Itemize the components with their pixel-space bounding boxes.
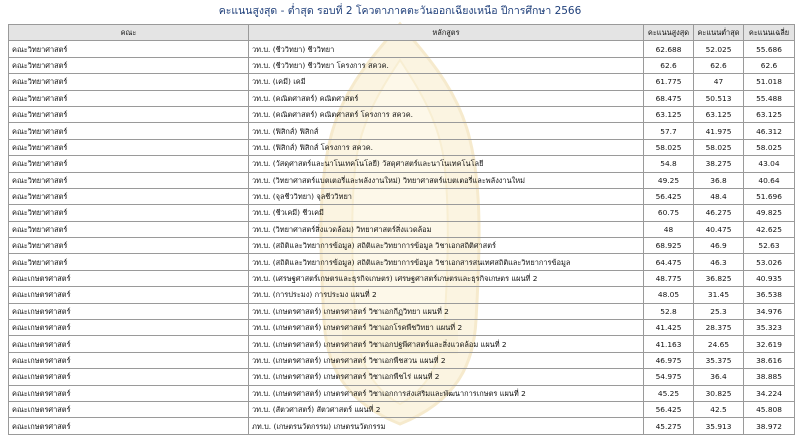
program-cell: วท.บ. (เกษตรศาสตร์) เกษตรศาสตร์ วิชาเอกพืชไร่ แผนที่ 2	[249, 369, 644, 385]
avg-score-cell: 51.696	[744, 188, 795, 204]
min-score-column-header: คะแนนต่ำสุด	[694, 25, 744, 41]
program-cell: วท.บ. (วิทยาศาสตร์แบตเตอรี่และพลังงานใหม่) วิทยาศาสตร์แบตเตอรี่และพลังงานใหม่	[249, 172, 644, 188]
min-score-cell: 50.513	[694, 90, 744, 106]
min-score-cell: 62.6	[694, 57, 744, 73]
faculty-cell: คณะเกษตรศาสตร์	[9, 287, 249, 303]
table-row	[9, 238, 795, 254]
faculty-cell: คณะวิทยาศาสตร์	[9, 123, 249, 139]
program-cell: วท.บ. (ชีววิทยา) ชีววิทยา	[249, 41, 644, 57]
faculty-cell: คณะวิทยาศาสตร์	[9, 90, 249, 106]
max-score-cell: 46.975	[644, 352, 694, 368]
table-row	[9, 320, 795, 336]
min-score-cell: 63.125	[694, 106, 744, 122]
max-score-cell: 63.125	[644, 106, 694, 122]
min-score-cell: 58.025	[694, 139, 744, 155]
faculty-cell: คณะวิทยาศาสตร์	[9, 172, 249, 188]
faculty-cell: คณะวิทยาศาสตร์	[9, 221, 249, 237]
program-cell: วท.บ. (ชีวเคมี) ชีวเคมี	[249, 205, 644, 221]
min-score-cell: 24.65	[694, 336, 744, 352]
program-cell: วท.บ. (วิทยาศาสตร์สิ่งแวดล้อม) วิทยาศาสตร์สิ่งแวดล้อม	[249, 221, 644, 237]
min-score-cell: 35.913	[694, 418, 744, 434]
avg-score-cell: 38.885	[744, 369, 795, 385]
avg-score-cell: 42.625	[744, 221, 795, 237]
program-cell: วท.บ. (เศรษฐศาสตร์เกษตรและธุรกิจเกษตร) เศรษฐศาสตร์เกษตรและธุรกิจเกษตร แผนที่ 2	[249, 270, 644, 286]
faculty-cell: คณะวิทยาศาสตร์	[9, 254, 249, 270]
min-score-cell: 41.975	[694, 123, 744, 139]
page-title: คะแนนสูงสุด - ต่ำสุด รอบที่ 2 โควตาภาคตะวันออกเฉียงเหนือ ปีการศึกษา 2566	[218, 5, 582, 17]
score-table-body	[9, 41, 795, 434]
min-score-cell: 46.275	[694, 205, 744, 221]
program-cell: วท.บ. (เกษตรศาสตร์) เกษตรศาสตร์ วิชาเอกปฐพีศาสตร์และสิ่งแวดล้อม แผนที่ 2	[249, 336, 644, 352]
avg-score-cell: 34.976	[744, 303, 795, 319]
max-score-cell: 48.775	[644, 270, 694, 286]
min-score-cell: 46.9	[694, 238, 744, 254]
max-score-cell: 48.05	[644, 287, 694, 303]
avg-score-cell: 40.64	[744, 172, 795, 188]
min-score-cell: 47	[694, 74, 744, 90]
program-cell: วท.บ. (สัตวศาสตร์) สัตวศาสตร์ แผนที่ 2	[249, 401, 644, 417]
program-cell: วท.บ. (เกษตรศาสตร์) เกษตรศาสตร์ วิชาเอกการส่งเสริมและพัฒนาการเกษตร แผนที่ 2	[249, 385, 644, 401]
table-row	[9, 139, 795, 155]
table-row	[9, 287, 795, 303]
table-row	[9, 385, 795, 401]
faculty-cell: คณะเกษตรศาสตร์	[9, 418, 249, 434]
program-cell: วท.บ. (ฟิสิกส์) ฟิสิกส์	[249, 123, 644, 139]
min-score-cell: 30.825	[694, 385, 744, 401]
min-score-cell: 46.3	[694, 254, 744, 270]
faculty-cell: คณะเกษตรศาสตร์	[9, 303, 249, 319]
faculty-cell: คณะวิทยาศาสตร์	[9, 205, 249, 221]
min-score-cell: 28.375	[694, 320, 744, 336]
avg-score-cell: 52.63	[744, 238, 795, 254]
faculty-column-header: คณะ	[9, 25, 249, 41]
max-score-cell: 61.775	[644, 74, 694, 90]
program-cell: วท.บ. (คณิตศาสตร์) คณิตศาสตร์	[249, 90, 644, 106]
max-score-cell: 68.925	[644, 238, 694, 254]
max-score-cell: 56.425	[644, 188, 694, 204]
faculty-cell: คณะเกษตรศาสตร์	[9, 369, 249, 385]
faculty-cell: คณะเกษตรศาสตร์	[9, 336, 249, 352]
avg-score-cell: 43.04	[744, 156, 795, 172]
max-score-cell: 49.25	[644, 172, 694, 188]
faculty-cell: คณะวิทยาศาสตร์	[9, 156, 249, 172]
min-score-cell: 38.275	[694, 156, 744, 172]
avg-score-cell: 38.616	[744, 352, 795, 368]
program-cell: วท.บ. (สถิติและวิทยาการข้อมูล) สถิติและวิทยาการข้อมูล วิชาเอกสารสนเทศสถิติและวิทยาการข้อมูล	[249, 254, 644, 270]
table-row	[9, 188, 795, 204]
program-cell: วท.บ. (วัสดุศาสตร์และนาโนเทคโนโลยี) วัสดุศาสตร์และนาโนเทคโนโลยี	[249, 156, 644, 172]
min-score-cell: 35.375	[694, 352, 744, 368]
avg-score-cell: 38.972	[744, 418, 795, 434]
avg-score-cell: 51.018	[744, 74, 795, 90]
max-score-cell: 62.6	[644, 57, 694, 73]
avg-score-cell: 58.025	[744, 139, 795, 155]
max-score-cell: 57.7	[644, 123, 694, 139]
avg-score-cell: 53.026	[744, 254, 795, 270]
max-score-cell: 52.8	[644, 303, 694, 319]
max-score-cell: 62.688	[644, 41, 694, 57]
max-score-column-header: คะแนนสูงสุด	[644, 25, 694, 41]
max-score-cell: 68.475	[644, 90, 694, 106]
table-row	[9, 123, 795, 139]
min-score-cell: 52.025	[694, 41, 744, 57]
table-row	[9, 418, 795, 434]
faculty-cell: คณะวิทยาศาสตร์	[9, 41, 249, 57]
faculty-cell: คณะเกษตรศาสตร์	[9, 270, 249, 286]
min-score-cell: 36.825	[694, 270, 744, 286]
program-cell: วท.บ. (ชีววิทยา) ชีววิทยา โครงการ สควค.	[249, 57, 644, 73]
max-score-cell: 45.275	[644, 418, 694, 434]
max-score-cell: 64.475	[644, 254, 694, 270]
table-row	[9, 336, 795, 352]
program-cell: วท.บ. (จุลชีววิทยา) จุลชีววิทยา	[249, 188, 644, 204]
faculty-cell: คณะวิทยาศาสตร์	[9, 139, 249, 155]
table-row	[9, 401, 795, 417]
table-row	[9, 41, 795, 57]
max-score-cell: 58.025	[644, 139, 694, 155]
faculty-cell: คณะเกษตรศาสตร์	[9, 320, 249, 336]
max-score-cell: 41.163	[644, 336, 694, 352]
max-score-cell: 54.8	[644, 156, 694, 172]
avg-score-cell: 49.825	[744, 205, 795, 221]
table-row	[9, 205, 795, 221]
table-row	[9, 57, 795, 73]
max-score-cell: 60.75	[644, 205, 694, 221]
max-score-cell: 56.425	[644, 401, 694, 417]
table-row	[9, 303, 795, 319]
program-column-header: หลักสูตร	[249, 25, 644, 41]
avg-score-cell: 55.488	[744, 90, 795, 106]
max-score-cell: 48	[644, 221, 694, 237]
table-row	[9, 74, 795, 90]
program-cell: วท.บ. (เกษตรศาสตร์) เกษตรศาสตร์ วิชาเอกพืชสวน แผนที่ 2	[249, 352, 644, 368]
table-row	[9, 369, 795, 385]
program-cell: วท.บ. (เคมี) เคมี	[249, 74, 644, 90]
avg-score-cell: 63.125	[744, 106, 795, 122]
table-row	[9, 254, 795, 270]
avg-score-cell: 35.323	[744, 320, 795, 336]
avg-score-cell: 40.935	[744, 270, 795, 286]
table-row	[9, 172, 795, 188]
min-score-cell: 40.475	[694, 221, 744, 237]
max-score-cell: 54.975	[644, 369, 694, 385]
table-row	[9, 270, 795, 286]
min-score-cell: 48.4	[694, 188, 744, 204]
faculty-cell: คณะวิทยาศาสตร์	[9, 238, 249, 254]
avg-score-cell: 62.6	[744, 57, 795, 73]
program-cell: ภท.บ. (เกษตรนวัตกรรม) เกษตรนวัตกรรม	[249, 418, 644, 434]
score-table	[8, 24, 795, 435]
avg-score-cell: 46.312	[744, 123, 795, 139]
faculty-cell: คณะวิทยาศาสตร์	[9, 57, 249, 73]
faculty-cell: คณะวิทยาศาสตร์	[9, 188, 249, 204]
min-score-cell: 25.3	[694, 303, 744, 319]
table-row	[9, 106, 795, 122]
avg-score-cell: 32.619	[744, 336, 795, 352]
faculty-cell: คณะเกษตรศาสตร์	[9, 401, 249, 417]
avg-score-cell: 45.808	[744, 401, 795, 417]
min-score-cell: 31.45	[694, 287, 744, 303]
avg-score-column-header: คะแนนเฉลี่ย	[744, 25, 795, 41]
program-cell: วท.บ. (เกษตรศาสตร์) เกษตรศาสตร์ วิชาเอกโรคพืชวิทยา แผนที่ 2	[249, 320, 644, 336]
table-row	[9, 221, 795, 237]
faculty-cell: คณะเกษตรศาสตร์	[9, 352, 249, 368]
program-cell: วท.บ. (เกษตรศาสตร์) เกษตรศาสตร์ วิชาเอกกีฏวิทยา แผนที่ 2	[249, 303, 644, 319]
program-cell: วท.บ. (การประมง) การประมง แผนที่ 2	[249, 287, 644, 303]
avg-score-cell: 34.224	[744, 385, 795, 401]
avg-score-cell: 36.538	[744, 287, 795, 303]
faculty-cell: คณะวิทยาศาสตร์	[9, 106, 249, 122]
min-score-cell: 36.4	[694, 369, 744, 385]
min-score-cell: 42.5	[694, 401, 744, 417]
table-row	[9, 352, 795, 368]
faculty-cell: คณะเกษตรศาสตร์	[9, 385, 249, 401]
max-score-cell: 45.25	[644, 385, 694, 401]
table-header-row	[9, 25, 795, 41]
min-score-cell: 36.8	[694, 172, 744, 188]
program-cell: วท.บ. (สถิติและวิทยาการข้อมูล) สถิติและวิทยาการข้อมูล วิชาเอกสถิติศาสตร์	[249, 238, 644, 254]
table-row	[9, 90, 795, 106]
table-row	[9, 156, 795, 172]
program-cell: วท.บ. (คณิตศาสตร์) คณิตศาสตร์ โครงการ สควค.	[249, 106, 644, 122]
program-cell: วท.บ. (ฟิสิกส์) ฟิสิกส์ โครงการ สควค.	[249, 139, 644, 155]
max-score-cell: 41.425	[644, 320, 694, 336]
avg-score-cell: 55.686	[744, 41, 795, 57]
faculty-cell: คณะวิทยาศาสตร์	[9, 74, 249, 90]
